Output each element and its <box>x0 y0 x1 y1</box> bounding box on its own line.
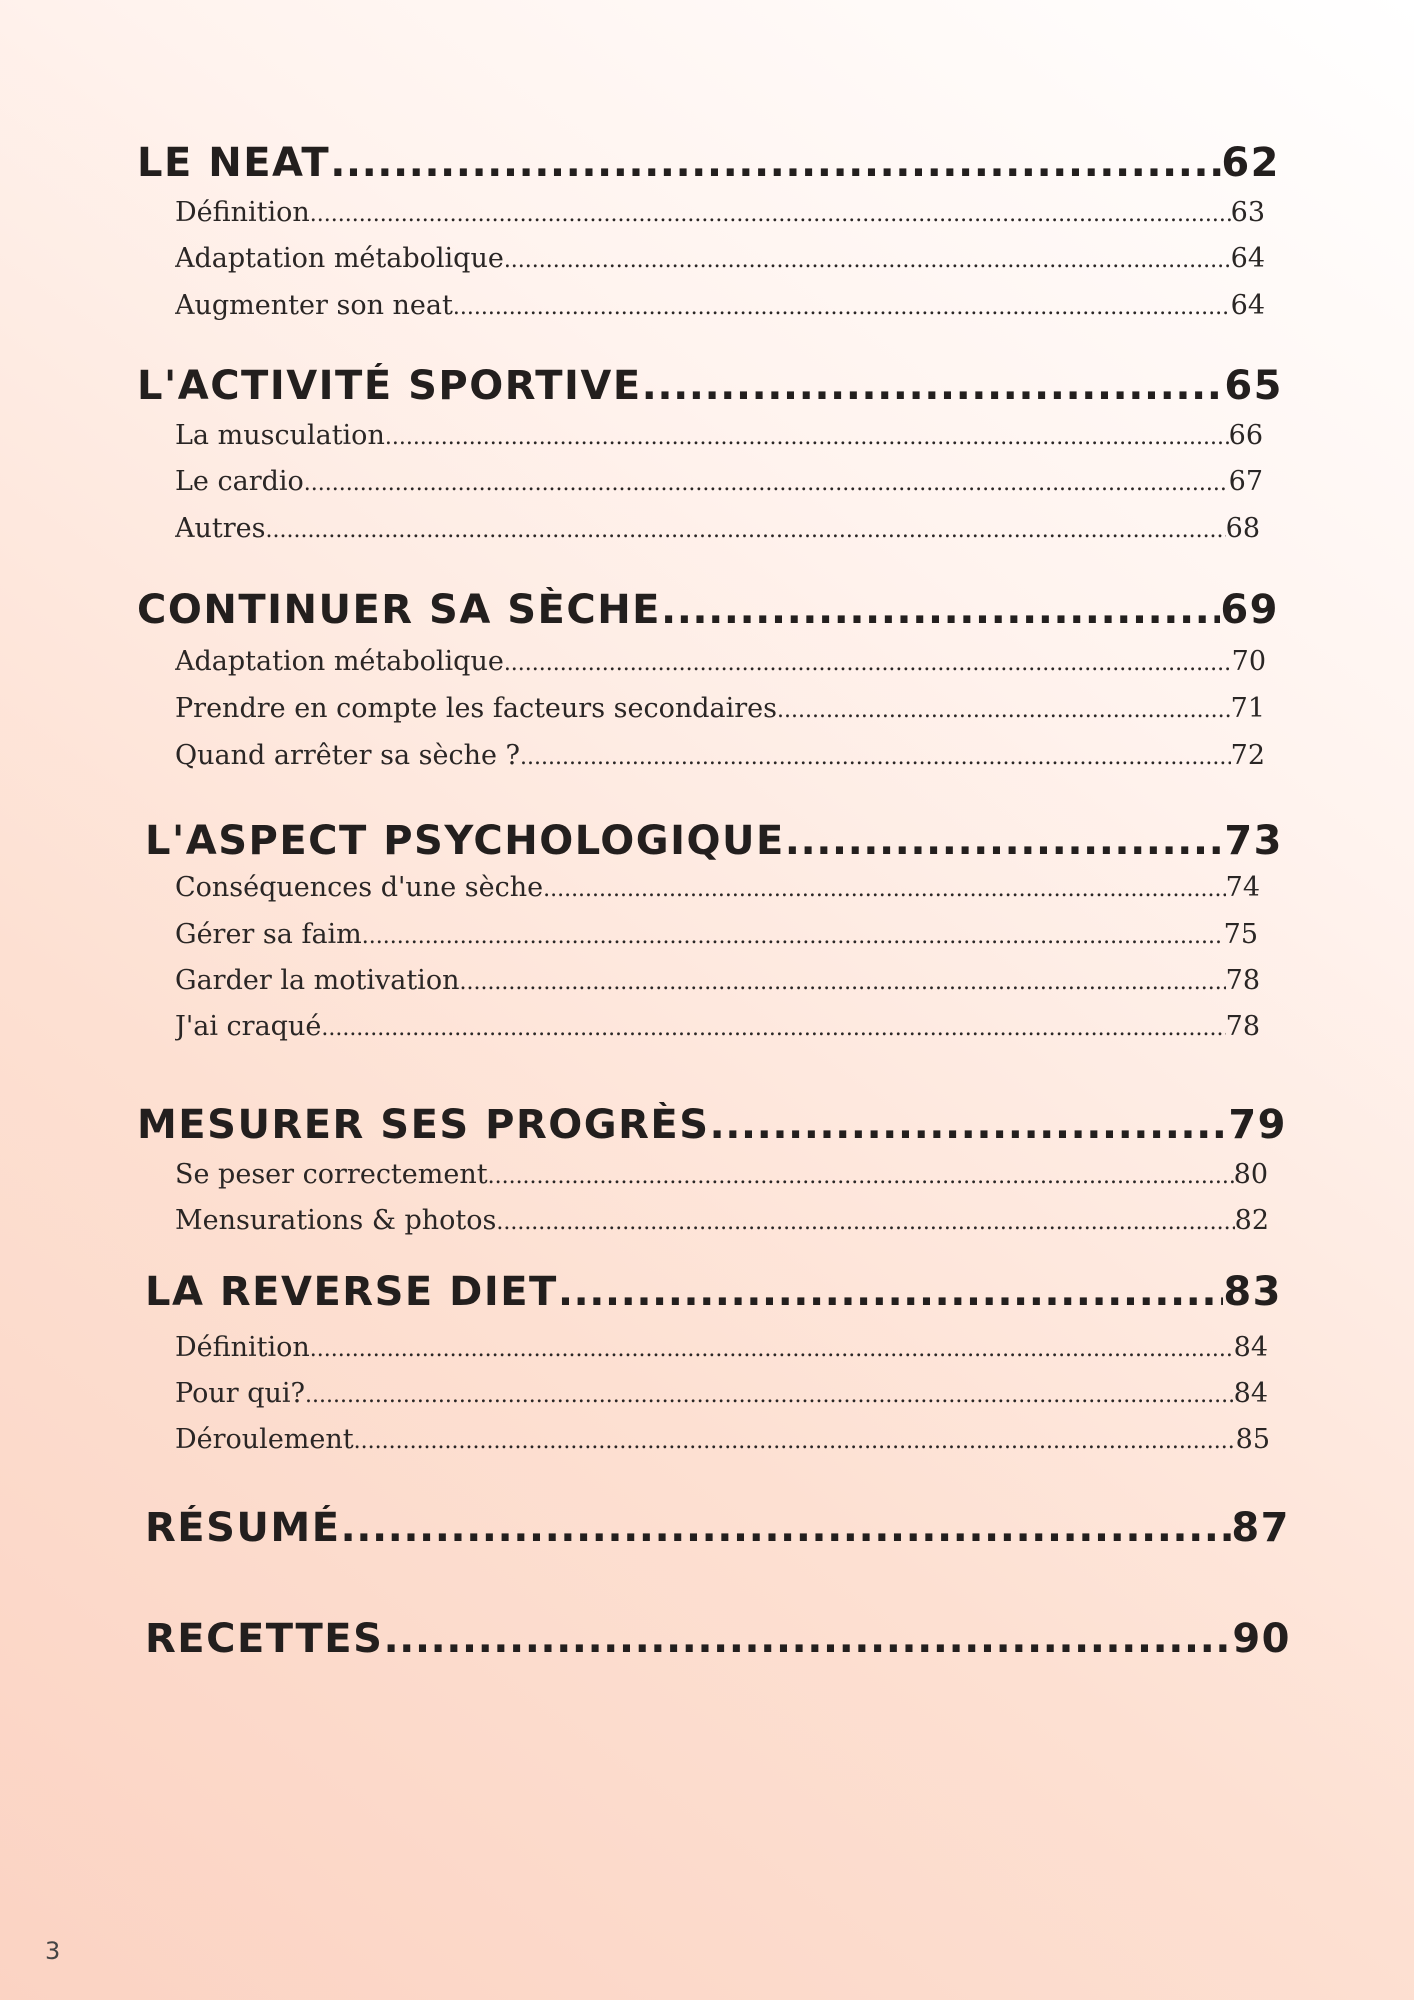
toc-entry-title: Adaptation métabolique <box>175 243 504 274</box>
toc-entry[interactable] <box>175 919 1258 957</box>
toc-entry-title: Autres <box>175 513 266 544</box>
toc-entry[interactable] <box>175 1378 1268 1416</box>
dot-leader <box>785 818 1225 864</box>
dot-leader <box>453 295 1231 320</box>
dot-leader <box>459 970 1225 995</box>
dot-leader <box>354 1429 1236 1454</box>
toc-entry-title: Pour qui? <box>175 1378 305 1409</box>
dot-leader <box>777 698 1231 723</box>
toc-entry-page: 78 <box>1225 965 1260 996</box>
toc-heading-page: 69 <box>1220 587 1279 633</box>
dot-leader <box>305 1383 1234 1408</box>
dot-leader <box>661 587 1220 633</box>
dot-leader <box>504 651 1232 676</box>
toc-entry-title: Conséquences d'une sèche <box>175 872 544 903</box>
toc-entry-page: 68 <box>1225 513 1260 544</box>
dot-leader <box>496 1210 1234 1235</box>
toc-entry-title: Le cardio <box>175 466 304 497</box>
toc-entry-page: 64 <box>1230 290 1265 321</box>
toc-entry[interactable] <box>175 290 1265 328</box>
toc-heading[interactable] <box>137 363 1283 415</box>
toc-entry-page: 84 <box>1233 1332 1268 1363</box>
dot-leader <box>385 425 1229 450</box>
toc-heading[interactable] <box>145 1616 1291 1668</box>
dot-leader <box>330 140 1221 186</box>
toc-entry-title: Quand arrêter sa sèche ? <box>175 740 521 771</box>
toc-heading[interactable] <box>137 1102 1287 1154</box>
toc-entry-page: 80 <box>1233 1159 1268 1190</box>
page-number: 3 <box>45 1937 61 1965</box>
toc-heading-page: 90 <box>1232 1616 1291 1662</box>
toc-entry[interactable] <box>175 1205 1269 1243</box>
toc-entry-page: 74 <box>1225 872 1260 903</box>
toc-entry-title: J'ai craqué <box>175 1011 322 1042</box>
toc-entry-title: Déroulement <box>175 1424 354 1455</box>
toc-heading-title: LA REVERSE DIET <box>145 1269 558 1315</box>
toc-entry[interactable] <box>175 1424 1270 1462</box>
dot-leader <box>321 1016 1225 1041</box>
dot-leader <box>488 1164 1234 1189</box>
toc-entry-page: 82 <box>1234 1205 1269 1236</box>
toc-entry-title: Adaptation métabolique <box>175 646 504 677</box>
toc-heading-title: RECETTES <box>145 1616 384 1662</box>
toc-heading-title: L'ASPECT PSYCHOLOGIQUE <box>145 818 785 864</box>
dot-leader <box>362 924 1224 949</box>
toc-entry-page: 85 <box>1235 1424 1270 1455</box>
toc-entry-page: 78 <box>1225 1011 1260 1042</box>
toc-heading-title: L'ACTIVITÉ SPORTIVE <box>137 363 642 409</box>
dot-leader <box>341 1505 1232 1551</box>
toc-entry[interactable] <box>175 466 1263 504</box>
toc-heading-page: 62 <box>1221 140 1280 186</box>
toc-entry[interactable] <box>175 420 1263 458</box>
toc-heading[interactable] <box>137 587 1279 639</box>
toc-entry-title: La musculation <box>175 420 385 451</box>
dot-leader <box>504 248 1231 273</box>
dot-leader <box>265 518 1225 543</box>
dot-leader <box>558 1269 1223 1315</box>
toc-entry-page: 71 <box>1230 693 1265 724</box>
toc-entry-page: 66 <box>1228 420 1263 451</box>
toc-entry[interactable] <box>175 693 1265 731</box>
toc-entry-page: 72 <box>1230 740 1265 771</box>
dot-leader <box>710 1102 1229 1148</box>
dot-leader <box>310 1337 1234 1362</box>
toc-heading-title: MESURER SES PROGRÈS <box>137 1102 710 1148</box>
toc-heading-page: 79 <box>1228 1102 1287 1148</box>
dot-leader <box>543 877 1226 902</box>
toc-entry[interactable] <box>175 243 1265 281</box>
toc-entry-page: 67 <box>1228 466 1263 497</box>
toc-entry-title: Définition <box>175 197 310 228</box>
toc-entry-page: 64 <box>1230 243 1265 274</box>
toc-entry-page: 84 <box>1233 1378 1268 1409</box>
dot-leader <box>310 202 1231 227</box>
toc-entry[interactable] <box>175 872 1260 910</box>
toc-entry-title: Définition <box>175 1332 310 1363</box>
toc-entry[interactable] <box>175 646 1266 684</box>
toc-entry[interactable] <box>175 965 1260 1003</box>
toc-heading-title: RÉSUMÉ <box>145 1505 341 1551</box>
toc-entry[interactable] <box>175 513 1260 551</box>
toc-entry-title: Mensurations & photos <box>175 1205 497 1236</box>
toc-heading-page: 87 <box>1231 1505 1290 1551</box>
toc-entry-page: 70 <box>1231 646 1266 677</box>
toc-heading[interactable] <box>145 1269 1282 1321</box>
toc-heading-page: 65 <box>1224 363 1283 409</box>
toc-heading-title: CONTINUER SA SÈCHE <box>137 587 661 633</box>
toc-entry[interactable] <box>175 1332 1268 1370</box>
toc-heading-title: LE NEAT <box>137 140 331 186</box>
toc-entry-page: 75 <box>1223 919 1258 950</box>
toc-entry-title: Garder la motivation <box>175 965 460 996</box>
toc-heading[interactable] <box>145 1505 1290 1557</box>
toc-heading[interactable] <box>137 140 1280 192</box>
dot-leader <box>304 471 1229 496</box>
toc-entry-title: Augmenter son neat <box>175 290 453 321</box>
toc-entry-title: Gérer sa faim <box>175 919 362 950</box>
toc-entry[interactable] <box>175 1159 1268 1197</box>
toc-heading-page: 83 <box>1223 1269 1282 1315</box>
dot-leader <box>520 745 1231 770</box>
toc-entry-title: Prendre en compte les facteurs secondaires <box>175 693 778 724</box>
toc-entry[interactable] <box>175 197 1265 235</box>
toc-entry[interactable] <box>175 1011 1260 1049</box>
toc-heading-page: 73 <box>1224 818 1283 864</box>
toc-entry-page: 63 <box>1230 197 1265 228</box>
dot-leader <box>642 363 1225 409</box>
toc-entry-title: Se peser correctement <box>175 1159 488 1190</box>
toc-entry[interactable] <box>175 740 1265 778</box>
dot-leader <box>383 1616 1232 1662</box>
toc-heading[interactable] <box>145 818 1283 870</box>
